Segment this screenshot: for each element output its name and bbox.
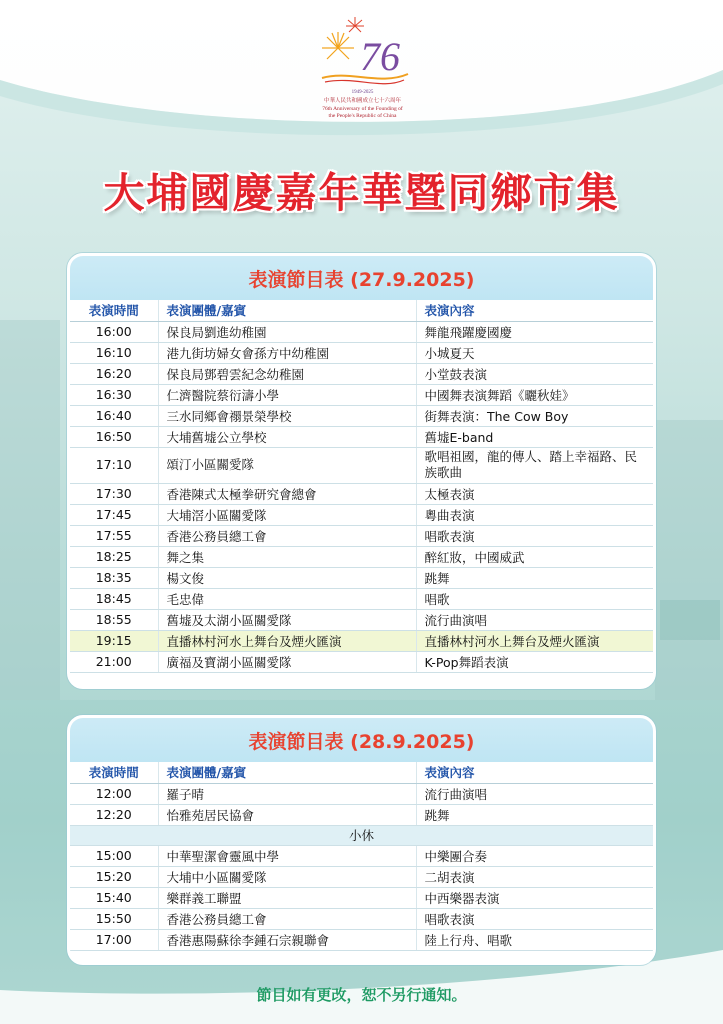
schedule-panel-day2 (67, 715, 656, 965)
table-row (70, 321, 653, 342)
svg-text:76: 76 (360, 34, 400, 79)
row-time: 18:45 (70, 588, 158, 609)
page-title: 大埔國慶嘉年華暨同鄉市集 (103, 169, 620, 217)
row-content: 流行曲演唱 (416, 609, 653, 630)
row-content: 歌唱祖國，龍的傳人、踏上幸福路、民族歌曲 (416, 447, 653, 483)
logo-english-line-1: 76th Anniversary of the Founding of (322, 106, 403, 112)
row-time: 17:30 (70, 483, 158, 504)
logo-years: 1949-2025 (351, 90, 374, 95)
row-content: 跳舞 (416, 567, 653, 588)
column-header-performer: 表演團體/嘉賓 (158, 300, 416, 321)
table-row (70, 804, 653, 825)
row-content: 舞龍飛躍慶國慶 (416, 321, 653, 342)
row-time: 15:40 (70, 887, 158, 908)
break-row (70, 825, 653, 845)
table-row-highlighted (70, 630, 653, 651)
column-header-time: 表演時間 (70, 762, 158, 783)
table-header-row (70, 300, 653, 321)
row-performer: 直播林村河水上舞台及煙火匯演 (158, 630, 416, 651)
schedule-heading-day2-text: 表演節目表 (28.9.2025) (248, 730, 475, 753)
row-content: 跳舞 (416, 804, 653, 825)
column-header-performer: 表演團體/嘉賓 (158, 762, 416, 783)
table-row (70, 483, 653, 504)
row-time: 16:20 (70, 363, 158, 384)
row-time: 16:40 (70, 405, 158, 426)
row-time: 21:00 (70, 651, 158, 672)
table-row (70, 588, 653, 609)
row-time: 17:55 (70, 525, 158, 546)
row-content: 小城夏天 (416, 342, 653, 363)
row-performer: 大埔滘小區關愛隊 (158, 504, 416, 525)
row-performer: 香港公務員總工會 (158, 525, 416, 546)
row-performer: 羅子晴 (158, 783, 416, 804)
row-performer: 樂群義工聯盟 (158, 887, 416, 908)
row-content: 流行曲演唱 (416, 783, 653, 804)
table-row (70, 866, 653, 887)
row-performer: 毛忠偉 (158, 588, 416, 609)
row-content: 舊墟E-band (416, 426, 653, 447)
row-performer: 頌汀小區關愛隊 (158, 447, 416, 483)
row-content: 二胡表演 (416, 866, 653, 887)
row-performer: 舊墟及太湖小區關愛隊 (158, 609, 416, 630)
row-time: 17:45 (70, 504, 158, 525)
row-performer: 港九街坊婦女會孫方中幼稚園 (158, 342, 416, 363)
row-content: 唱歌表演 (416, 908, 653, 929)
table-row (70, 651, 653, 672)
table-row (70, 342, 653, 363)
row-performer: 大埔舊墟公立學校 (158, 426, 416, 447)
row-time: 17:10 (70, 447, 158, 483)
row-time: 12:20 (70, 804, 158, 825)
row-content: 陸上行舟、唱歌 (416, 929, 653, 950)
row-time: 17:00 (70, 929, 158, 950)
row-performer: 三水同鄉會禤景榮學校 (158, 405, 416, 426)
table-row (70, 504, 653, 525)
logo-english-caption (300, 106, 425, 119)
row-time: 18:25 (70, 546, 158, 567)
table-row (70, 426, 653, 447)
schedule-heading-day1 (70, 256, 653, 300)
row-performer: 香港公務員總工會 (158, 908, 416, 929)
table-row (70, 447, 653, 483)
table-row (70, 929, 653, 950)
row-time: 15:00 (70, 845, 158, 866)
column-header-time: 表演時間 (70, 300, 158, 321)
table-row (70, 845, 653, 866)
row-content: 唱歌表演 (416, 525, 653, 546)
row-content: 小堂鼓表演 (416, 363, 653, 384)
row-content: 直播林村河水上舞台及煙火匯演 (416, 630, 653, 651)
column-header-content: 表演內容 (416, 300, 653, 321)
row-content: 太極表演 (416, 483, 653, 504)
table-row (70, 887, 653, 908)
row-performer: 怡雅苑居民協會 (158, 804, 416, 825)
fireworks-icon (300, 12, 425, 92)
row-time: 16:00 (70, 321, 158, 342)
logo-chinese-caption: 中華人民共和國成立七十六周年 (323, 98, 401, 104)
row-performer: 仁濟醫院蔡衍濤小學 (158, 384, 416, 405)
table-row (70, 384, 653, 405)
row-time: 16:30 (70, 384, 158, 405)
row-content: 中樂團合奏 (416, 845, 653, 866)
row-content: 中國舞表演舞蹈《曬秋娃》 (416, 384, 653, 405)
schedule-table-day2 (70, 762, 653, 951)
footnote-notice: 節目如有更改，恕不另行通知。 (256, 986, 467, 1004)
row-time: 15:50 (70, 908, 158, 929)
table-row (70, 363, 653, 384)
row-content: K-Pop舞蹈表演 (416, 651, 653, 672)
row-performer: 中華聖潔會靈風中學 (158, 845, 416, 866)
table-row (70, 546, 653, 567)
row-time: 16:50 (70, 426, 158, 447)
row-time: 15:20 (70, 866, 158, 887)
row-performer: 香港惠陽蘇徐李鍾石宗親聯會 (158, 929, 416, 950)
row-performer: 大埔中小區關愛隊 (158, 866, 416, 887)
row-time: 16:10 (70, 342, 158, 363)
row-time: 19:15 (70, 630, 158, 651)
row-time: 18:35 (70, 567, 158, 588)
table-row (70, 609, 653, 630)
table-row (70, 525, 653, 546)
row-content: 醉紅妝，中國威武 (416, 546, 653, 567)
table-row (70, 908, 653, 929)
row-content: 唱歌 (416, 588, 653, 609)
row-performer: 保良局劉進幼稚園 (158, 321, 416, 342)
table-row (70, 567, 653, 588)
table-row (70, 405, 653, 426)
schedule-panel-day1 (67, 253, 656, 689)
table-row (70, 783, 653, 804)
row-performer: 廣福及寶湖小區關愛隊 (158, 651, 416, 672)
schedule-heading-day1-text: 表演節目表 (27.9.2025) (248, 268, 475, 291)
row-content: 粵曲表演 (416, 504, 653, 525)
schedule-table-day1 (70, 300, 653, 673)
row-performer: 保良局鄧碧雲紀念幼稚園 (158, 363, 416, 384)
break-label: 小休 (70, 825, 653, 845)
anniversary-logo (300, 12, 425, 124)
column-header-content: 表演內容 (416, 762, 653, 783)
row-performer: 舞之集 (158, 546, 416, 567)
row-performer: 香港陳式太極拳研究會總會 (158, 483, 416, 504)
schedule-heading-day2 (70, 718, 653, 762)
logo-english-line-2: the People's Republic of China (328, 112, 397, 119)
table-header-row (70, 762, 653, 783)
row-performer: 楊文俊 (158, 567, 416, 588)
row-content: 街舞表演：The Cow Boy (416, 405, 653, 426)
row-time: 18:55 (70, 609, 158, 630)
row-time: 12:00 (70, 783, 158, 804)
row-content: 中西樂器表演 (416, 887, 653, 908)
